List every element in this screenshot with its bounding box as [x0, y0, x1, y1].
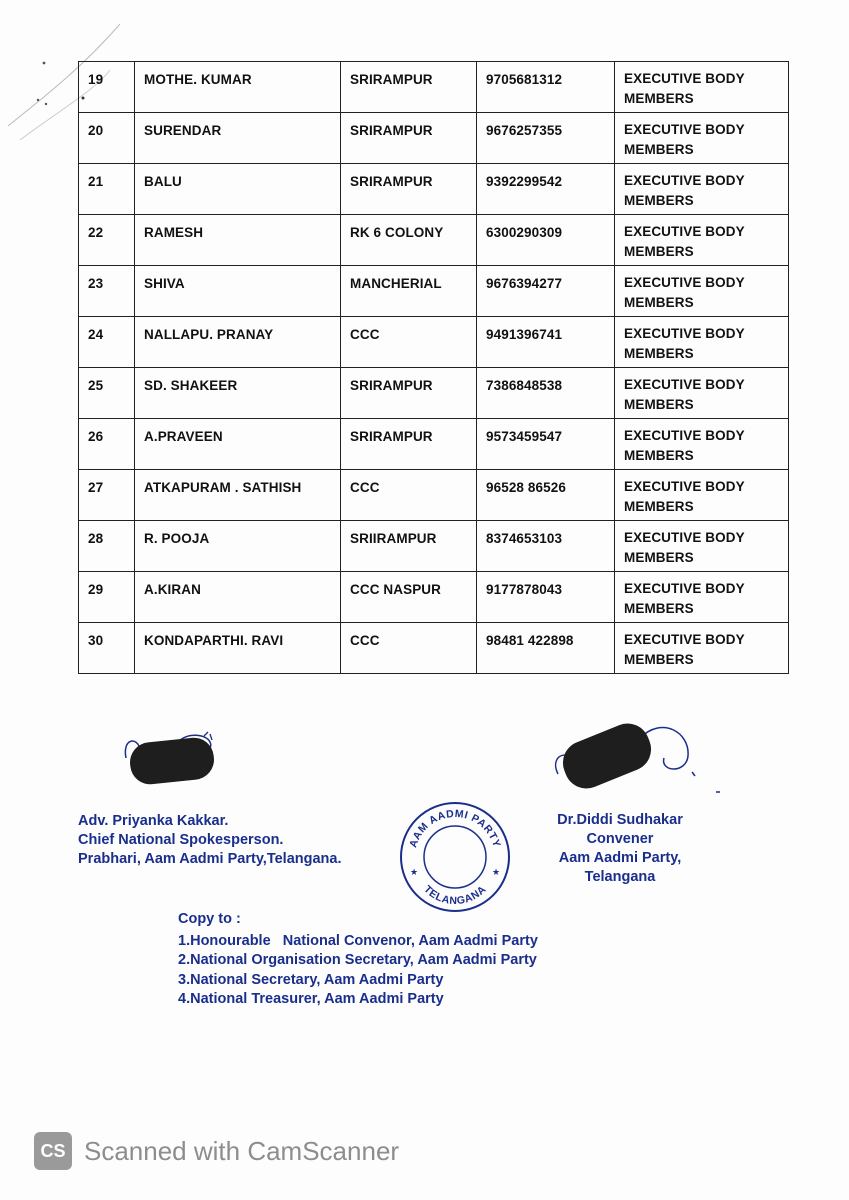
copy-to-item: 2.National Organisation Secretary, Aam Aadmi Party [178, 952, 537, 968]
member-place: SRIRAMPUR [341, 113, 477, 164]
signatory-name: Adv. Priyanka Kakkar. [78, 813, 229, 829]
table-row [79, 572, 789, 623]
seal-star-icon: ★ [410, 867, 419, 877]
svg-text:TELANGANA [421, 883, 489, 907]
member-phone: 9573459547 [477, 419, 615, 470]
camscanner-watermark [34, 1132, 399, 1170]
party-seal [398, 800, 512, 914]
redacted-signature-left [118, 728, 228, 788]
table-row [79, 521, 789, 572]
signatory-affiliation: Aam Aadmi Party, [558, 850, 682, 866]
member-name: A.KIRAN [135, 572, 341, 623]
serial-number: 23 [79, 266, 135, 317]
member-place: CCC NASPUR [341, 572, 477, 623]
member-role: EXECUTIVE BODY MEMBERS [615, 419, 789, 470]
watermark-text: Scanned with CamScanner [84, 1135, 400, 1166]
table-row [79, 113, 789, 164]
camscanner-logo-icon: CS [34, 1132, 72, 1170]
member-place: SRIRAMPUR [341, 368, 477, 419]
table-row [79, 266, 789, 317]
member-role: EXECUTIVE BODY MEMBERS [615, 623, 789, 674]
seal-star-icon: ★ [492, 867, 501, 877]
member-phone: 98481 422898 [477, 623, 615, 674]
copy-to-list [178, 910, 538, 1010]
copy-to-item: 1.Honourable National Convenor, Aam Aadmi Party [178, 932, 538, 949]
table-row [79, 419, 789, 470]
member-role: EXECUTIVE BODY MEMBERS [615, 215, 789, 266]
serial-number: 20 [79, 113, 135, 164]
signatory-title: Convener [586, 831, 654, 847]
serial-number: 24 [79, 317, 135, 368]
member-phone: 6300290309 [477, 215, 615, 266]
member-name: SD. SHAKEER [135, 368, 341, 419]
member-phone: 96528 86526 [477, 470, 615, 521]
serial-number: 21 [79, 164, 135, 215]
member-phone: 9491396741 [477, 317, 615, 368]
member-name: RAMESH [135, 215, 341, 266]
signatory-left [78, 812, 342, 869]
member-role: EXECUTIVE BODY MEMBERS [615, 368, 789, 419]
member-place: CCC [341, 623, 477, 674]
member-role: EXECUTIVE BODY MEMBERS [615, 266, 789, 317]
member-name: KONDAPARTHI. RAVI [135, 623, 341, 674]
table-row [79, 62, 789, 113]
serial-number: 30 [79, 623, 135, 674]
copy-to-item: 3.National Secretary, Aam Aadmi Party [178, 971, 444, 988]
member-name: BALU [135, 164, 341, 215]
table-row [79, 623, 789, 674]
member-table [78, 61, 789, 674]
member-role: EXECUTIVE BODY MEMBERS [615, 113, 789, 164]
member-phone: 9676257355 [477, 113, 615, 164]
member-role: EXECUTIVE BODY MEMBERS [615, 62, 789, 113]
serial-number: 25 [79, 368, 135, 419]
signatory-right [540, 811, 700, 887]
member-name: NALLAPU. PRANAY [135, 317, 341, 368]
member-phone: 9676394277 [477, 266, 615, 317]
serial-number: 28 [79, 521, 135, 572]
signatory-state: Telangana [584, 869, 656, 885]
member-name: R. POOJA [135, 521, 341, 572]
member-role: EXECUTIVE BODY MEMBERS [615, 470, 789, 521]
table-row [79, 215, 789, 266]
table-row [79, 164, 789, 215]
seal-top-text: AAM AADMI PARTY [407, 807, 503, 850]
member-name: MOTHE. KUMAR [135, 62, 341, 113]
serial-number: 29 [79, 572, 135, 623]
member-phone: 8374653103 [477, 521, 615, 572]
member-phone: 7386848538 [477, 368, 615, 419]
table-row [79, 368, 789, 419]
member-place: SRIIRAMPUR [341, 521, 477, 572]
serial-number: 27 [79, 470, 135, 521]
member-place: CCC [341, 470, 477, 521]
table-row [79, 317, 789, 368]
member-name: SURENDAR [135, 113, 341, 164]
signatory-affiliation: Prabhari, Aam Aadmi Party,Telangana. [78, 851, 342, 867]
member-role: EXECUTIVE BODY MEMBERS [615, 572, 789, 623]
member-phone: 9177878043 [477, 572, 615, 623]
signatory-name: Dr.Diddi Sudhakar [557, 812, 683, 828]
serial-number: 26 [79, 419, 135, 470]
serial-number: 19 [79, 62, 135, 113]
member-role: EXECUTIVE BODY MEMBERS [615, 521, 789, 572]
member-role: EXECUTIVE BODY MEMBERS [615, 164, 789, 215]
table-row [79, 470, 789, 521]
member-phone: 9392299542 [477, 164, 615, 215]
seal-bottom-text: TELANGANA [421, 883, 489, 908]
redacted-signature-right [540, 712, 730, 802]
copy-to-heading: Copy to : [178, 911, 241, 927]
member-place: MANCHERIAL [341, 266, 477, 317]
serial-number: 22 [79, 215, 135, 266]
member-place: RK 6 COLONY [341, 215, 477, 266]
member-name: SHIVA [135, 266, 341, 317]
member-place: SRIRAMPUR [341, 164, 477, 215]
member-role: EXECUTIVE BODY MEMBERS [615, 317, 789, 368]
member-place: CCC [341, 317, 477, 368]
member-place: SRIRAMPUR [341, 62, 477, 113]
member-name: ATKAPURAM . SATHISH [135, 470, 341, 521]
member-name: A.PRAVEEN [135, 419, 341, 470]
member-place: SRIRAMPUR [341, 419, 477, 470]
copy-to-item: 4.National Treasurer, Aam Aadmi Party [178, 991, 444, 1007]
signatory-title: Chief National Spokesperson. [78, 832, 284, 848]
member-phone: 9705681312 [477, 62, 615, 113]
